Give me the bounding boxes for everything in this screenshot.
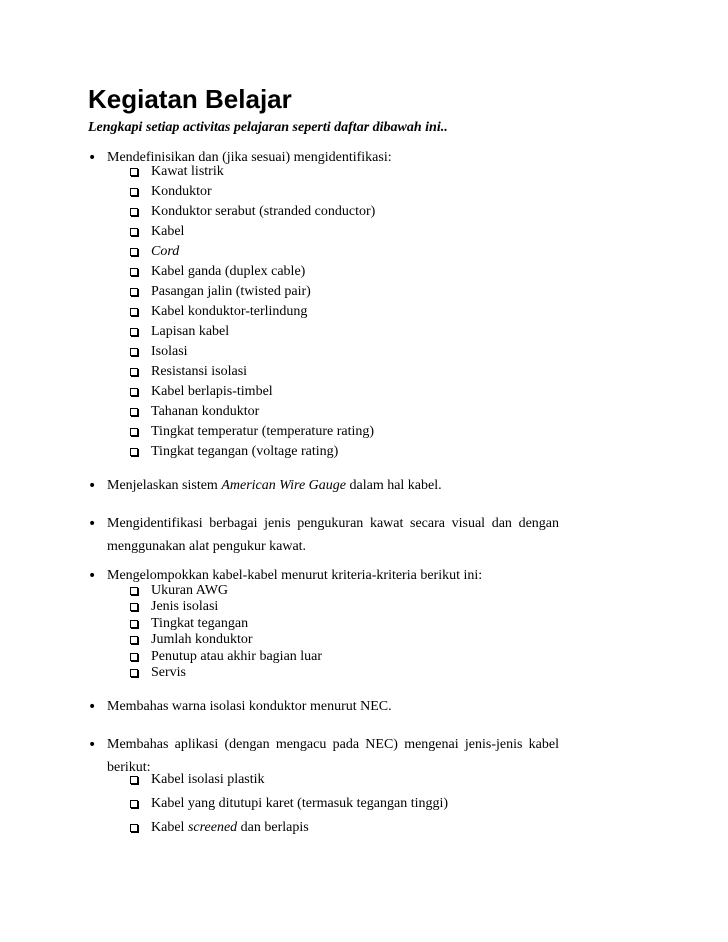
- checkbox-square-icon: [130, 408, 138, 416]
- checkbox-square-icon: [130, 636, 138, 644]
- section-text: Membahas warna isolasi konduktor menurut NEC.: [107, 699, 392, 714]
- checkbox-square-icon: [130, 348, 138, 356]
- page-title: Kegiatan Belajar: [88, 84, 292, 114]
- bullet-icon: •: [88, 478, 97, 494]
- checkbox-square-icon: [130, 776, 138, 784]
- bullet-icon: •: [88, 516, 97, 532]
- checkbox-square-icon: [130, 669, 138, 677]
- checkbox-square-icon: [130, 188, 138, 196]
- section-text: Menjelaskan sistem American Wire Gauge dalam hal kabel.: [107, 478, 442, 493]
- document-page: Kegiatan Belajar Lengkapi setiap activitas pelajaran seperti daftar dibawah ini.. • Mendefinisikan dan (jika sesuai) mengidentifikasi: Kawat listrik Konduktor Konduktor serabut (stranded conductor) Kabel Cord Kabel ganda (duplex cable) Pasangan jalin (twisted pair) Kabel konduktor-terlindung Lapisan kabel Isolasi Resistansi isolasi Kabel berlapis-timbel Tahanan konduktor Tingkat temperatur (temperature rating) Tingkat tegangan (voltage rating) • Menjelaskan sistem American Wire Gauge dalam hal kabel. • Mengidentifikasi berbagai jenis pengukuran kawat secara visual dan dengan menggunakan alat pengukur kawat. • Mengelompokkan kabel-kabel menurut kriteria-kriteria berikut ini: Ukuran AWG Jenis isolasi Tingkat tegangan Jumlah konduktor Penutup atau akhir bagian luar Servis • Membahas warna isolasi konduktor menurut NEC. • Membahas aplikasi (dengan mengacu pada NEC) mengenai jenis-jenis kabel berikut: Kabel isolasi plastik Kabel yang ditutupi karet (termasuk tegangan tinggi) Kabel screened dan berlapis: [88, 84, 559, 835]
- checkbox-square-icon: [130, 448, 138, 456]
- checkbox-square-icon: [130, 248, 138, 256]
- checkbox-square-icon: [130, 428, 138, 436]
- checkbox-square-icon: [130, 653, 138, 661]
- checkbox-square-icon: [130, 328, 138, 336]
- bullet-icon: •: [88, 737, 97, 753]
- checkbox-square-icon: [130, 603, 138, 611]
- page-subtitle: Lengkapi setiap activitas pelajaran seperti daftar dibawah ini..: [88, 120, 448, 135]
- checkbox-square-icon: [130, 824, 138, 832]
- bullet-icon: •: [88, 150, 97, 166]
- section-text: Mendefinisikan dan (jika sesuai) mengidentifikasi:: [107, 150, 392, 165]
- section-text: Mengelompokkan kabel-kabel menurut kriteria-kriteria berikut ini:: [107, 568, 483, 583]
- checkbox-square-icon: [130, 268, 138, 276]
- section-text: Mengidentifikasi berbagai jenis pengukuran kawat secara visual dan dengan menggunakan alat pengukur kawat.: [107, 516, 559, 554]
- checkbox-square-icon: [130, 228, 138, 236]
- checkbox-square-icon: [130, 620, 138, 628]
- bullet-icon: •: [88, 568, 97, 584]
- checkbox-square-icon: [130, 168, 138, 176]
- section-text: Membahas aplikasi (dengan mengacu pada NEC) mengenai jenis-jenis kabel berikut:: [107, 737, 559, 775]
- checkbox-square-icon: [130, 587, 138, 595]
- checkbox-square-icon: [130, 388, 138, 396]
- checkbox-square-icon: [130, 368, 138, 376]
- checkbox-square-icon: [130, 800, 138, 808]
- checkbox-square-icon: [130, 308, 138, 316]
- checkbox-square-icon: [130, 288, 138, 296]
- checkbox-square-icon: [130, 208, 138, 216]
- bullet-icon: •: [88, 699, 97, 715]
